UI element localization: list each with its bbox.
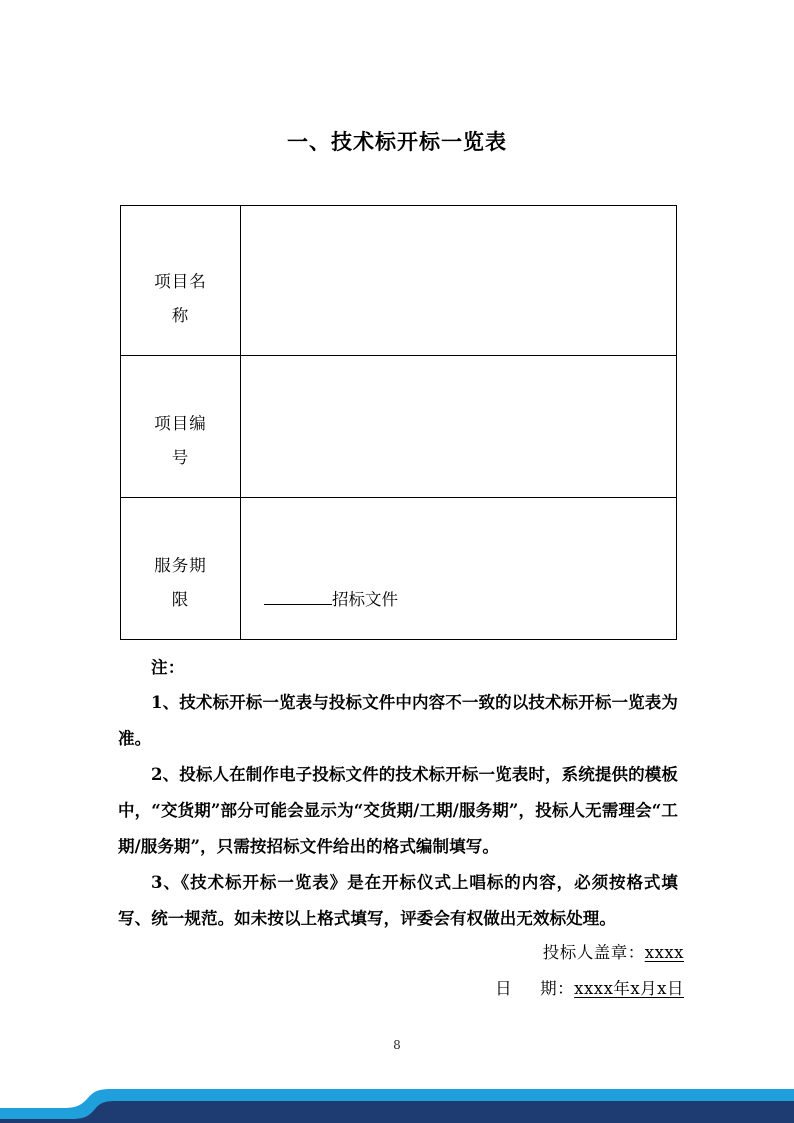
label-line: 服务期: [154, 556, 207, 575]
signature-block: [118, 935, 684, 1007]
fill-in-blank[interactable]: [264, 604, 332, 605]
note-item-3: 3、《技术标开标一览表》是在开标仪式上唱标的内容，必须按格式填写、统一规范。如未按以上格式填写，评委会有权做出无效标处理。: [118, 873, 678, 928]
bidder-stamp-value[interactable]: xxxx: [644, 943, 684, 962]
date-value[interactable]: xxxx年x月x日: [574, 979, 684, 998]
table-cell-project-name-value[interactable]: [241, 206, 677, 356]
table-row: [121, 206, 677, 356]
date-label-part-1: 日: [495, 979, 513, 998]
page-number: 8: [393, 1038, 401, 1052]
notes-heading: 注：: [151, 658, 185, 677]
notes-section: [118, 652, 678, 937]
bidder-stamp-label: 投标人盖章：: [542, 943, 645, 962]
label-line: 项目名: [154, 272, 207, 291]
table-row-label-project-name: [121, 206, 241, 356]
note-item-2: 2、投标人在制作电子投标文件的技术标开标一览表时，系统提供的模板中，“交货期”部分可能会显示为“交货期/工期/服务期”，投标人无需理会“工期/服务期”，只需按招标文件给出的格式编制填写。: [118, 765, 678, 856]
table-row-label-service-period: [121, 498, 241, 640]
table-row: [121, 356, 677, 498]
cell-value: 招标文件: [332, 590, 398, 609]
bid-info-table: [120, 205, 677, 640]
note-item-1: 1、技术标开标一览表与投标文件中内容不一致的以技术标开标一览表为准。: [118, 693, 678, 748]
label-line: 号: [171, 448, 190, 467]
label-line: 限: [171, 590, 190, 609]
date-label-part-2: 期：: [540, 979, 575, 998]
table-cell-service-period-value[interactable]: [241, 498, 677, 640]
page-title: 一、技术标开标一览表: [287, 129, 507, 154]
footer-decoration: [0, 1068, 794, 1123]
table-row: [121, 498, 677, 640]
date-line: [118, 971, 684, 1007]
label-line: 称: [171, 306, 190, 325]
label-line: 项目编: [154, 414, 207, 433]
table-row-label-project-number: [121, 356, 241, 498]
bidder-stamp-line: [118, 935, 684, 971]
table-cell-project-number-value[interactable]: [241, 356, 677, 498]
